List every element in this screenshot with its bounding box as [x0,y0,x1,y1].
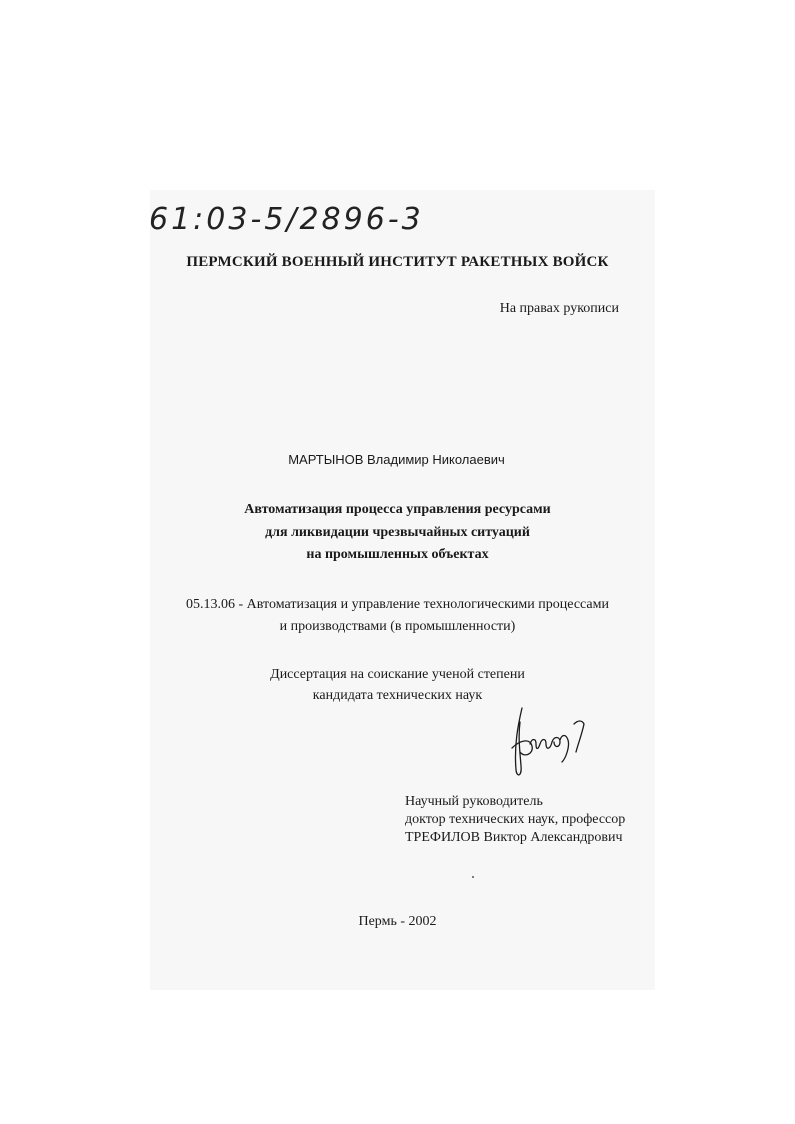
author-name: МАРТЫНОВ Владимир Николаевич [288,452,505,467]
institute-name: ПЕРМСКИЙ ВОЕННЫЙ ИНСТИТУТ РАКЕТНЫХ ВОЙСК [186,254,609,270]
title-line: Автоматизация процесса управления ресурсами [244,502,551,517]
degree-line: кандидата технических наук [312,688,483,703]
author-signature [508,700,590,782]
specialty-line: 05.13.06 - Автоматизация и управление технологическими процессами [186,597,609,612]
stray-mark [472,876,474,878]
supervisor-name: ТРЕФИЛОВ Виктор Александрович [405,830,623,845]
manuscript-rights-note: На правах рукописи [499,301,619,316]
supervisor-block [405,793,665,847]
catalog-code-text: 61:03-5/2896-3 [149,202,424,237]
supervisor-role: Научный руководитель [405,794,543,809]
city-year: Пермь - 2002 [358,914,437,929]
specialty-line: и производствами (в промышленности) [279,618,516,634]
title-line: для ликвидации чрезвычайных ситуаций [265,524,530,540]
degree-statement [0,664,795,706]
supervisor-credentials: доктор технических наук, профессор [405,812,626,827]
dissertation-title [0,499,795,567]
title-line: на промышленных объектах [306,547,489,562]
specialty [0,594,795,637]
degree-line: Диссертация на соискание ученой степени [270,667,525,682]
handwritten-catalog-code [147,196,467,240]
